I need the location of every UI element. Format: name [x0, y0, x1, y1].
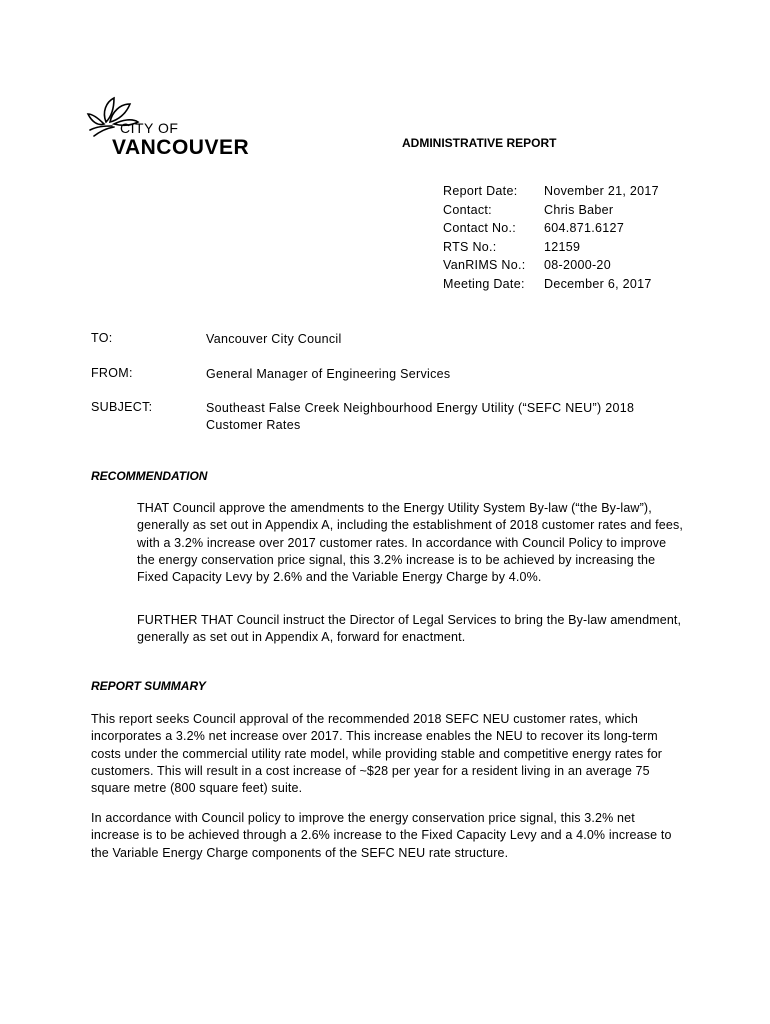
- meta-row-contact: [443, 203, 659, 222]
- meta-label: Contact:: [443, 202, 492, 217]
- recommendation-paragraph-2: FURTHER THAT Council instruct the Director of Legal Services to bring the By-law amendment, generally as set out in Appendix A, forward for enactment.: [137, 613, 682, 645]
- meta-row-vanrims-no: [443, 258, 659, 277]
- meta-row-meeting-date: [443, 277, 659, 296]
- summary-paragraph-1: This report seeks Council approval of the recommended 2018 SEFC NEU customer rates, which incorporates a 3.2% net increase over 2017. This increase enables the NEU to recover its long-term costs under the commercial utility rate model, while providing stable and competitive energy rates for customers. This will result in a cost increase of ~$28 per year for a resident living in an average 75 square metre (800 square feet) suite.: [91, 712, 663, 796]
- to-value: Vancouver City Council: [206, 332, 342, 346]
- logo-vancouver: VANCOUVER: [112, 136, 250, 159]
- from-value: General Manager of Engineering Services: [206, 367, 451, 381]
- meta-row-rts-no: [443, 240, 659, 259]
- meta-label: Contact No.:: [443, 221, 517, 235]
- meta-value: December 6, 2017: [544, 276, 652, 291]
- meta-value: November 21, 2017: [544, 184, 659, 198]
- meta-label: VanRIMS No.:: [443, 258, 526, 272]
- report-summary-heading: REPORT SUMMARY: [91, 679, 206, 693]
- subject-label: SUBJECT:: [91, 400, 153, 414]
- meta-value: Chris Baber: [544, 202, 614, 217]
- to-label: TO:: [91, 331, 113, 345]
- meta-value: 08-2000-20: [544, 258, 611, 272]
- recommendation-paragraph-1: THAT Council approve the amendments to the Energy Utility System By-law (“the By-law”), generally as set out in Appendix A, including the establishment of 2018 customer rates and fees, with a 3.2% increase over 2017 customer rates. In accordance with Council Policy to improve the energy conservation price signal, this 3.2% increase is to be achieved by increasing the Fixed Capacity Levy by 2.6% and the Variable Energy Charge by 4.0%.: [137, 501, 683, 585]
- logo-city-of: CITY OF: [120, 120, 179, 136]
- meta-label: RTS No.:: [443, 239, 497, 254]
- from-label: FROM:: [91, 366, 133, 380]
- meta-row-report-date: [443, 184, 659, 203]
- report-meta-block: [443, 184, 659, 295]
- summary-paragraph-2: In accordance with Council policy to improve the energy conservation price signal, this 3.2% net increase is to be achieved through a 2.6% increase to the Fixed Capacity Levy and a 4.0% increase to the Variable Energy Charge components of the SEFC NEU rate structure.: [91, 811, 672, 860]
- meta-label: Meeting Date:: [443, 276, 525, 291]
- subject-value: Southeast False Creek Neighbourhood Energy Utility (“SEFC NEU”) 2018 Customer Rates: [206, 401, 635, 432]
- recommendation-heading: RECOMMENDATION: [91, 469, 208, 483]
- meta-label: Report Date:: [443, 184, 518, 198]
- meta-value: 12159: [544, 239, 581, 254]
- meta-value: 604.871.6127: [544, 221, 625, 235]
- meta-row-contact-no: [443, 221, 659, 240]
- city-logo: [84, 92, 264, 164]
- report-type-title: ADMINISTRATIVE REPORT: [402, 136, 557, 150]
